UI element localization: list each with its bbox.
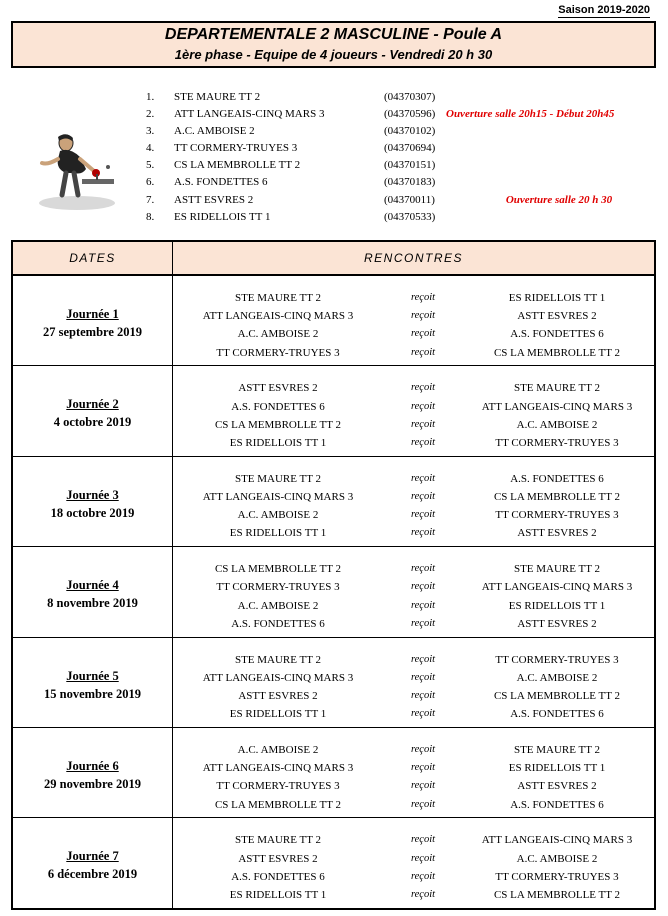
home-team: ATT LANGEAIS-CINQ MARS 3 [202,310,354,323]
match-row [173,777,654,795]
team-number: 4. [146,142,155,155]
home-team: A.S. FONDETTES 6 [231,400,325,413]
home-team: STE MAURE TT 2 [234,653,322,666]
match-row [173,325,654,343]
team-code: (04370596) [384,108,436,121]
table-tennis-player-icon [36,129,118,211]
team-row [146,89,646,106]
home-team: ASTT ESVRES 2 [238,852,318,865]
round-date-cell [13,276,173,365]
match-row [173,868,654,886]
team-name: ASTT ESVRES 2 [174,193,254,206]
round-day: Journée 7 [66,849,119,864]
team-code: (04370694) [384,142,436,155]
recoit-label: reçoit [410,472,436,484]
home-team: A.C. AMBOISE 2 [237,599,319,612]
home-team: CS LA MEMBROLLE TT 2 [214,563,342,576]
home-team: ATT LANGEAIS-CINQ MARS 3 [202,490,354,503]
recoit-label: reçoit [410,599,436,611]
home-team: TT CORMERY-TRUYES 3 [216,780,340,793]
match-row [173,307,654,325]
home-team: STE MAURE TT 2 [234,472,322,485]
column-header-dates: DATES [13,242,173,274]
round-row [13,457,654,547]
match-row [173,379,654,397]
team-name: ATT LANGEAIS-CINQ MARS 3 [174,108,325,121]
away-team: ES RIDELLOIS TT 1 [508,292,606,304]
away-team: CS LA MEMBROLLE TT 2 [493,490,621,503]
recoit-label: reçoit [410,852,436,864]
team-code: (04370307) [384,91,436,103]
away-team: TT CORMERY-TRUYES 3 [495,870,619,883]
page-title: DEPARTEMENTALE 2 MASCULINE - Poule A [164,26,503,43]
home-team: ATT LANGEAIS-CINQ MARS 3 [202,762,354,775]
team-row [146,192,646,209]
match-row [173,597,654,615]
away-team: ATT LANGEAIS-CINQ MARS 3 [481,400,633,413]
home-team: ES RIDELLOIS TT 1 [229,527,327,540]
away-team: ES RIDELLOIS TT 1 [508,762,606,775]
away-team: CS LA MEMBROLLE TT 2 [493,346,621,359]
match-row [173,796,654,814]
recoit-label: reçoit [410,346,436,358]
home-team: STE MAURE TT 2 [234,834,322,847]
recoit-label: reçoit [410,708,436,720]
match-row [173,344,654,362]
recoit-label: reçoit [410,581,436,593]
team-number: 5. [146,159,155,172]
team-name: TT CORMERY-TRUYES 3 [174,142,298,155]
match-row [173,741,654,759]
away-team: STE MAURE TT 2 [513,382,601,395]
recoit-label: reçoit [410,798,436,810]
round-date-cell [13,457,173,546]
recoit-label: reçoit [410,436,436,448]
round-date-cell [13,728,173,817]
match-row [173,886,654,904]
page-subtitle: 1ère phase - Equipe de 4 joueurs - Vendredi 20 h 30 [174,47,493,62]
recoit-label: reçoit [410,328,436,340]
round-date: 15 novembre 2019 [44,686,141,701]
header-banner [11,21,656,68]
team-code: (04370151) [384,159,436,172]
away-team: A.C. AMBOISE 2 [516,852,598,865]
away-team: STE MAURE TT 2 [513,743,601,756]
round-row [13,547,654,637]
away-team: STE MAURE TT 2 [513,563,601,576]
match-row [173,506,654,524]
recoit-label: reçoit [410,870,436,882]
home-team: ES RIDELLOIS TT 1 [229,708,327,721]
round-date: 6 décembre 2019 [47,867,138,882]
round-date-cell [13,638,173,727]
team-row [146,123,646,140]
recoit-label: reçoit [410,671,436,683]
round-row [13,276,654,366]
round-date: 18 octobre 2019 [50,505,135,520]
away-team: A.C. AMBOISE 2 [516,418,598,431]
round-date: 29 novembre 2019 [44,776,141,791]
recoit-label: reçoit [410,509,436,521]
round-day: Journée 1 [66,307,119,321]
team-number: 1. [146,91,155,103]
round-day: Journée 3 [66,487,119,502]
team-list [146,89,646,226]
recoit-label: reçoit [410,490,436,502]
rounds-body [13,276,654,909]
home-team: A.C. AMBOISE 2 [237,743,319,756]
away-team: A.S. FONDETTES 6 [510,472,604,485]
team-number: 7. [146,193,155,206]
away-team: A.S. FONDETTES 6 [510,328,604,341]
recoit-label: reçoit [410,418,436,430]
round-day: Journée 5 [66,668,119,683]
match-row [173,669,654,687]
match-row [173,470,654,488]
match-row [173,488,654,506]
recoit-label: reçoit [410,689,436,701]
match-list [173,470,654,543]
home-team: CS LA MEMBROLLE TT 2 [214,798,342,811]
away-team: TT CORMERY-TRUYES 3 [495,653,619,666]
away-team: ASTT ESVRES 2 [517,527,597,540]
schedule-table [11,240,656,910]
away-team: TT CORMERY-TRUYES 3 [495,436,619,449]
round-date-cell [13,818,173,908]
team-code: (04370011) [384,193,435,206]
round-date: 4 octobre 2019 [53,415,132,430]
team-row [146,174,646,191]
recoit-label: reçoit [410,653,436,665]
team-number: 3. [146,125,155,138]
recoit-label: reçoit [410,743,436,755]
match-row [173,289,654,307]
round-row [13,818,654,908]
match-list [173,741,654,814]
team-row [146,106,646,123]
home-team: ES RIDELLOIS TT 1 [229,436,327,449]
match-row [173,416,654,434]
recoit-label: reçoit [410,780,436,792]
round-date-cell [13,547,173,636]
recoit-label: reçoit [410,382,436,394]
home-team: ASTT ESVRES 2 [238,689,318,702]
team-code: (04370102) [384,125,436,138]
away-team: CS LA MEMBROLLE TT 2 [493,888,621,901]
match-row [173,524,654,542]
away-team: A.S. FONDETTES 6 [510,798,604,811]
match-row [173,831,654,849]
column-header-rencontres: RENCONTRES [363,251,463,265]
match-list [173,560,654,633]
match-row [173,560,654,578]
home-team: A.S. FONDETTES 6 [231,617,325,630]
team-note: Ouverture salle 20h15 - Début 20h45 [446,108,615,121]
match-list [173,289,654,362]
match-row [173,651,654,669]
recoit-label: reçoit [410,834,436,846]
home-team: TT CORMERY-TRUYES 3 [216,581,340,594]
home-team: CS LA MEMBROLLE TT 2 [214,418,342,431]
recoit-label: reçoit [410,527,436,539]
home-team: ES RIDELLOIS TT 1 [229,888,327,901]
away-team: ASTT ESVRES 2 [517,780,597,793]
round-day: Journée 4 [66,578,119,593]
home-team: TT CORMERY-TRUYES 3 [216,346,340,359]
match-row [173,615,654,633]
table-header [13,242,654,276]
team-row [146,209,646,226]
recoit-label: reçoit [410,762,436,774]
team-number: 6. [146,176,155,189]
away-team: CS LA MEMBROLLE TT 2 [493,689,621,702]
away-team: ASTT ESVRES 2 [517,617,597,630]
away-team: ASTT ESVRES 2 [517,310,597,323]
round-date: 27 septembre 2019 [42,325,143,339]
home-team: A.C. AMBOISE 2 [237,509,319,522]
home-team: A.C. AMBOISE 2 [237,328,319,341]
away-team: A.S. FONDETTES 6 [510,708,604,721]
round-date-cell [13,366,173,455]
home-team: ATT LANGEAIS-CINQ MARS 3 [202,671,354,684]
team-name: A.S. FONDETTES 6 [174,176,268,189]
round-day: Journée 6 [66,758,119,773]
away-team: ATT LANGEAIS-CINQ MARS 3 [481,581,633,594]
home-team: ASTT ESVRES 2 [238,382,318,395]
match-row [173,759,654,777]
team-code: (04370183) [384,176,436,189]
team-row [146,157,646,174]
match-row [173,687,654,705]
recoit-label: reçoit [410,310,436,322]
recoit-label: reçoit [410,563,436,575]
recoit-label: reçoit [410,888,436,900]
away-team: ATT LANGEAIS-CINQ MARS 3 [481,834,633,847]
round-row [13,638,654,728]
match-list [173,379,654,452]
team-code: (04370533) [384,210,436,223]
recoit-label: reçoit [410,400,436,412]
away-team: A.C. AMBOISE 2 [516,671,598,684]
recoit-label: reçoit [410,617,436,629]
match-list [173,831,654,904]
recoit-label: reçoit [410,292,436,303]
team-number: 8. [146,210,155,223]
match-row [173,578,654,596]
team-row [146,140,646,157]
match-row [173,850,654,868]
match-list [173,651,654,724]
team-note: Ouverture salle 20 h 30 [505,193,613,206]
team-name: CS LA MEMBROLLE TT 2 [174,159,301,172]
match-row [173,705,654,723]
round-row [13,728,654,818]
round-row [13,366,654,456]
team-name: STE MAURE TT 2 [174,91,261,103]
match-row [173,398,654,416]
team-name: ES RIDELLOIS TT 1 [174,210,271,223]
home-team: A.S. FONDETTES 6 [231,870,325,883]
away-team: ES RIDELLOIS TT 1 [508,599,606,612]
away-team: TT CORMERY-TRUYES 3 [495,509,619,522]
home-team: STE MAURE TT 2 [234,292,322,304]
season-label: Saison 2019-2020 [558,4,650,16]
team-number: 2. [146,108,155,121]
round-day: Journée 2 [66,397,119,412]
round-date: 8 novembre 2019 [47,596,138,611]
match-row [173,434,654,452]
team-name: A.C. AMBOISE 2 [174,125,255,138]
